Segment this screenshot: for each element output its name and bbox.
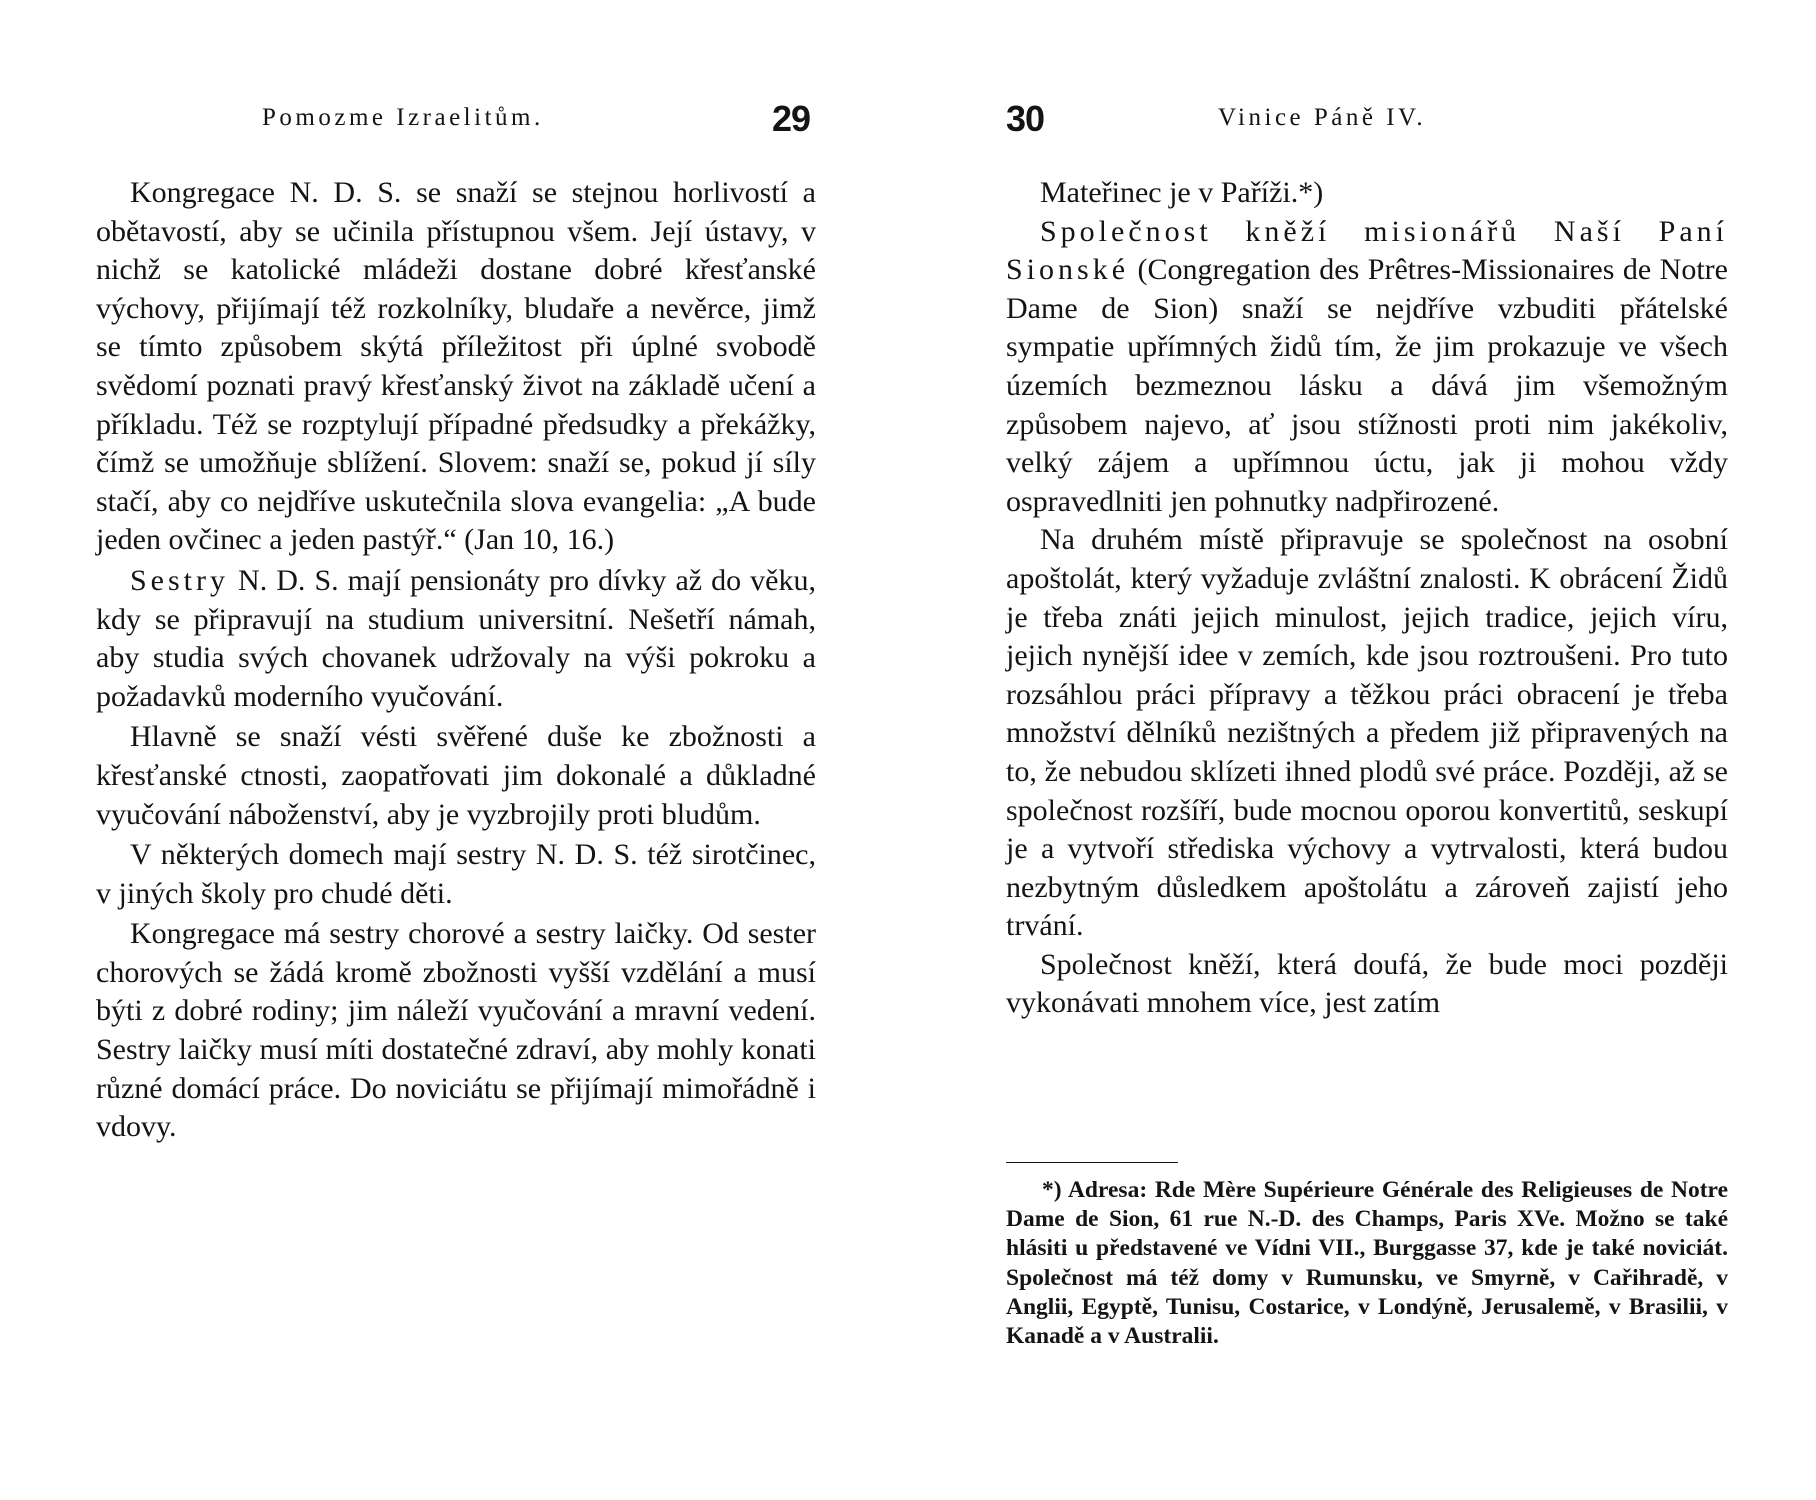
footnote: *) Adresa: Rde Mère Supérieure Générale des Religieuses de Notre Dame de Sion, 61 rue N.-D. des Champs, Paris XVe. Možno se také hlásiti u představené ve Vídni VII., Burggasse 37, kde je také noviciát. Společnost má též domy v Rumunsku, ve Smyrně, v Cařihradě, v Anglii, Egyptě, Tunisu, Costarice, v Londýně, Jerusalemě, v Brasilii, v Kanadě a v Australii. (1006, 1177, 1728, 1350)
left-spaced-lead: Sestry (130, 563, 229, 597)
right-page-number: 30 (1006, 98, 1045, 139)
footnote-divider (1006, 1162, 1178, 1163)
left-paragraph-4: V některých domech mají sestry N. D. S. též sirotčinec, v jiných školy pro chudé děti. (96, 838, 816, 910)
right-body-text (1006, 174, 1728, 1023)
left-paragraph-2 (96, 562, 816, 716)
left-running-title: Pomozme Izraelitům. (262, 104, 544, 131)
right-paragraph-3: Společnost kněží, která doufá, že bude moci později vykonávati mnohem více, jest zatím (1006, 947, 1728, 1020)
right-paragraph-2: Na druhém místě připravuje se společnost na osobní apoštolát, který vyžaduje zvláštní znalosti. K obrácení Židů je třeba znáti jejich minulost, jejich tradice, jejich víru, jejich nynější idee v zemích, kde jsou roztroušeni. Pro tuto rozsáhlou práci přípravy a těžkou práci obracení je třeba množství dělníků nezištných a předem již připravených na to, že nebudou sklízeti ihned plodů své práce. Později, až se společnost rozšíří, bude mocnou oporou konvertitů, seskupí je a vytvoří střediska výchovy a vytrvalosti, která budou nezbytným důsledkem apoštolátu a zároveň zajistí jeho trvání. (1006, 523, 1728, 943)
left-page-number: 29 (772, 98, 811, 139)
left-paragraph-5: Kongregace má sestry chorové a sestry laičky. Od sester chorových se žádá kromě zbožnosti vyšší vzdělání a musí býti z dobré rodiny; jim náleží vyučování a mravní vedení. Sestry laičky musí míti dostatečné zdraví, aby mohly konati různé domácí práce. Do noviciátu se přijímají mimořádně i vdovy. (96, 917, 816, 1144)
right-page (1006, 0, 1728, 1500)
left-paragraph-3: Hlavně se snaží vésti svěřené duše ke zbožnosti a křesťanské ctnosti, zaopatřovati jim dokonalé a důkladné vyučování náboženství, aby je vyzbrojily proti bludům. (96, 720, 816, 831)
left-paragraph-1: Kongregace N. D. S. se snaží se stejnou horlivostí a obětavostí, aby se učinila přístupnou všem. Její ústavy, v nichž se katolické mládeži dostane dobré křesťanské výchovy, přijímají též rozkolníky, bludaře a nevěrce, jimž se tímto způsobem skýtá příležitost při úplné svobodě svědomí poznati pravý křesťanský život na základě učení a příkladu. Též se rozptylují případné předsudky a překážky, čímž se umožňuje sblížení. Slovem: snaží se, pokud jí síly stačí, aby co nejdříve uskutečnila slova evangelia: „A bude jeden ovčinec a jeden pastýř.“ (Jan 10, 16.) (96, 176, 816, 557)
left-body-text (96, 174, 816, 1147)
right-opening-line: Mateřinec je v Paříži.*) (1040, 176, 1324, 209)
right-paragraph-1 (1006, 213, 1728, 522)
right-running-head (1006, 98, 1728, 138)
left-page (96, 0, 816, 1500)
left-running-head (96, 98, 816, 138)
right-paragraph-1-text: (Congregation des Prêtres-Missionaires de Notre Dame de Sion) snaží se nejdříve vzbuditi přátelské sympatie upřímných židů tím, že jim prokazuje ve všech územích bezmeznou lásku a dává jim všemožným způsobem najevo, ať jsou stížnosti proti nim jakékoliv, velký zájem a upřímnou úctu, jak ji mohou vždy ospravedlniti jen pohnutky nadpřirozené. (1006, 253, 1728, 518)
right-spaced-lead: Společnost kněží misionářů Naší Paní Sionské (1006, 214, 1728, 287)
right-running-title: Vinice Páně IV. (1218, 104, 1427, 131)
left-paragraph-2-text: N. D. S. mají pensionáty pro dívky až do věku, kdy se připravují na studium universitní. Nešetří námah, aby studia svých chovanek udržovaly na výši pokroku a požadavků moderního vyučování. (96, 563, 816, 713)
